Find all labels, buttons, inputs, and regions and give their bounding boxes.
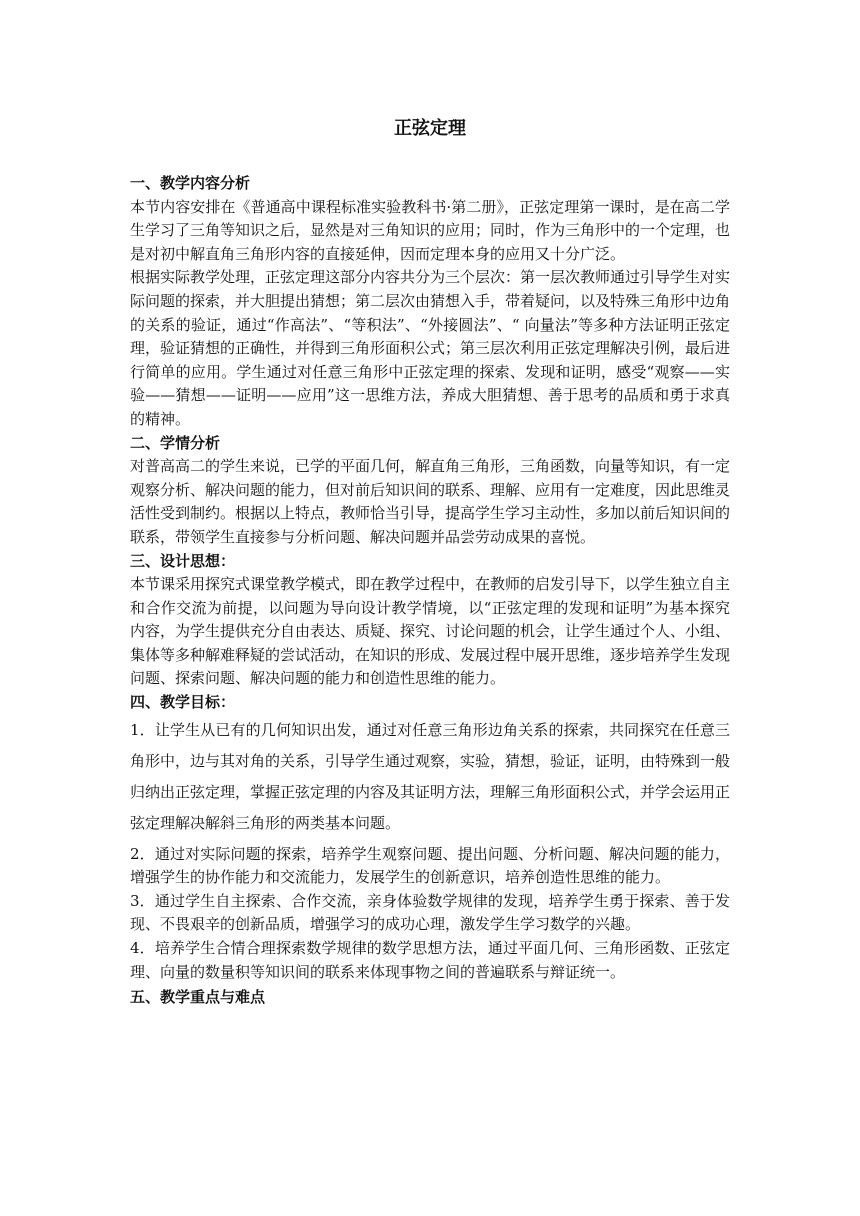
page-title: 正弦定理 — [394, 118, 466, 139]
section-heading-teaching-goals: 四、教学目标： — [130, 693, 236, 712]
goal-item-4: 4．培养学生合情合理探索数学规律的数学思想方法，通过平面几何、三角形函数、正弦定理、向量的数量积等知识间的联系来体现事物之间的普遍联系与辩证统一。 — [130, 939, 730, 981]
paragraph: 对普高高二的学生来说，已学的平面几何，解直角三角形，三角函数，向量等知识，有一定观察分析、解决问题的能力，但对前后知识间的联系、理解、应用有一定难度，因此思维灵活性受到制约。根据以上特点，教师恰当引导，提高学生学习主动性，多加以前后知识间的联系，带领学生直接参与分析问题、解决问题并品尝劳动成果的喜悦。 — [130, 457, 731, 546]
section-heading-content-analysis: 一、教学内容分析 — [130, 174, 251, 192]
section-heading-student-analysis: 二、学情分析 — [130, 433, 221, 452]
paragraph: 本节课采用探究式课堂教学模式，即在教学过程中，在教师的启发引导下，以学生独立自主和合作交流为前提，以问题为导向设计教学情境，以“正弦定理的发现和证明”为基本探究内容，为学生提供充分自由表达、质疑、探究、讨论问题的机会，让学生通过个人、小组、集体等多种解难释疑的尝试活动，在知识的形成、发展过程中展开思维，逐步培养学生发现问题、探索问题、解决问题的能力和创造性思维的能力。 — [130, 575, 731, 688]
goal-item-3: 3．通过学生自主探索、合作交流，亲身体验数学规律的发现，培养学生勇于探索、善于发现、不畏艰辛的创新品质，增强学习的成功心理，激发学生学习数学的兴趣。 — [130, 891, 730, 934]
goal-item-1: 1．让学生从已有的几何知识出发，通过对任意三角形边角关系的探索，共同探究在任意三角形中，边与其对角的关系，引导学生通过观察，实验，猜想，验证，证明，由特殊到一般归纳出正弦定理，掌握正弦定理的内容及其证明方法，理解三角形面积公式，并学会运用正弦定理解决解斜三角形的两类基本问题。 — [130, 720, 731, 832]
document-body — [130, 172, 730, 1010]
section-heading-key-points: 五、教学重点与难点 — [130, 988, 266, 1007]
paragraph: 根据实际教学处理，正弦定理这部分内容共分为三个层次：第一层次教师通过引导学生对实际问题的探索，并大胆提出猜想；第二层次由猜想入手，带着疑问，以及特殊三角形中边角的关系的验证，通过“作高法”、“等积法”、“外接圆法”、“ 向量法”等多种方法证明正弦定理，验证猜想的正确性，并得到三角形面积公式；第三层次利用正弦定理解决引例，最后进行简单的应用。学生通过对任意三角形中正弦定理的探索、发现和证明，感受“观察——实验——猜想——证明——应用”这一思维方法，养成大胆猜想、善于思考的品质和勇于求真的精神。 — [130, 268, 731, 428]
paragraph: 本节内容安排在《普通高中课程标准实验教科书·第二册》，正弦定理第一课时，是在高二学生学习了三角等知识之后，显然是对三角知识的应用；同时，作为三角形中的一个定理，也是对初中解直角三角形内容的直接延伸，因而定理本身的应用又十分广泛。 — [130, 197, 731, 263]
goal-item-2: 2．通过对实际问题的探索，培养学生观察问题、提出问题、分析问题、解决问题的能力，增强学生的协作能力和交流能力，发展学生的创新意识，培养创造性思维的能力。 — [130, 844, 730, 887]
section-heading-design-idea: 三、设计思想： — [130, 551, 236, 570]
